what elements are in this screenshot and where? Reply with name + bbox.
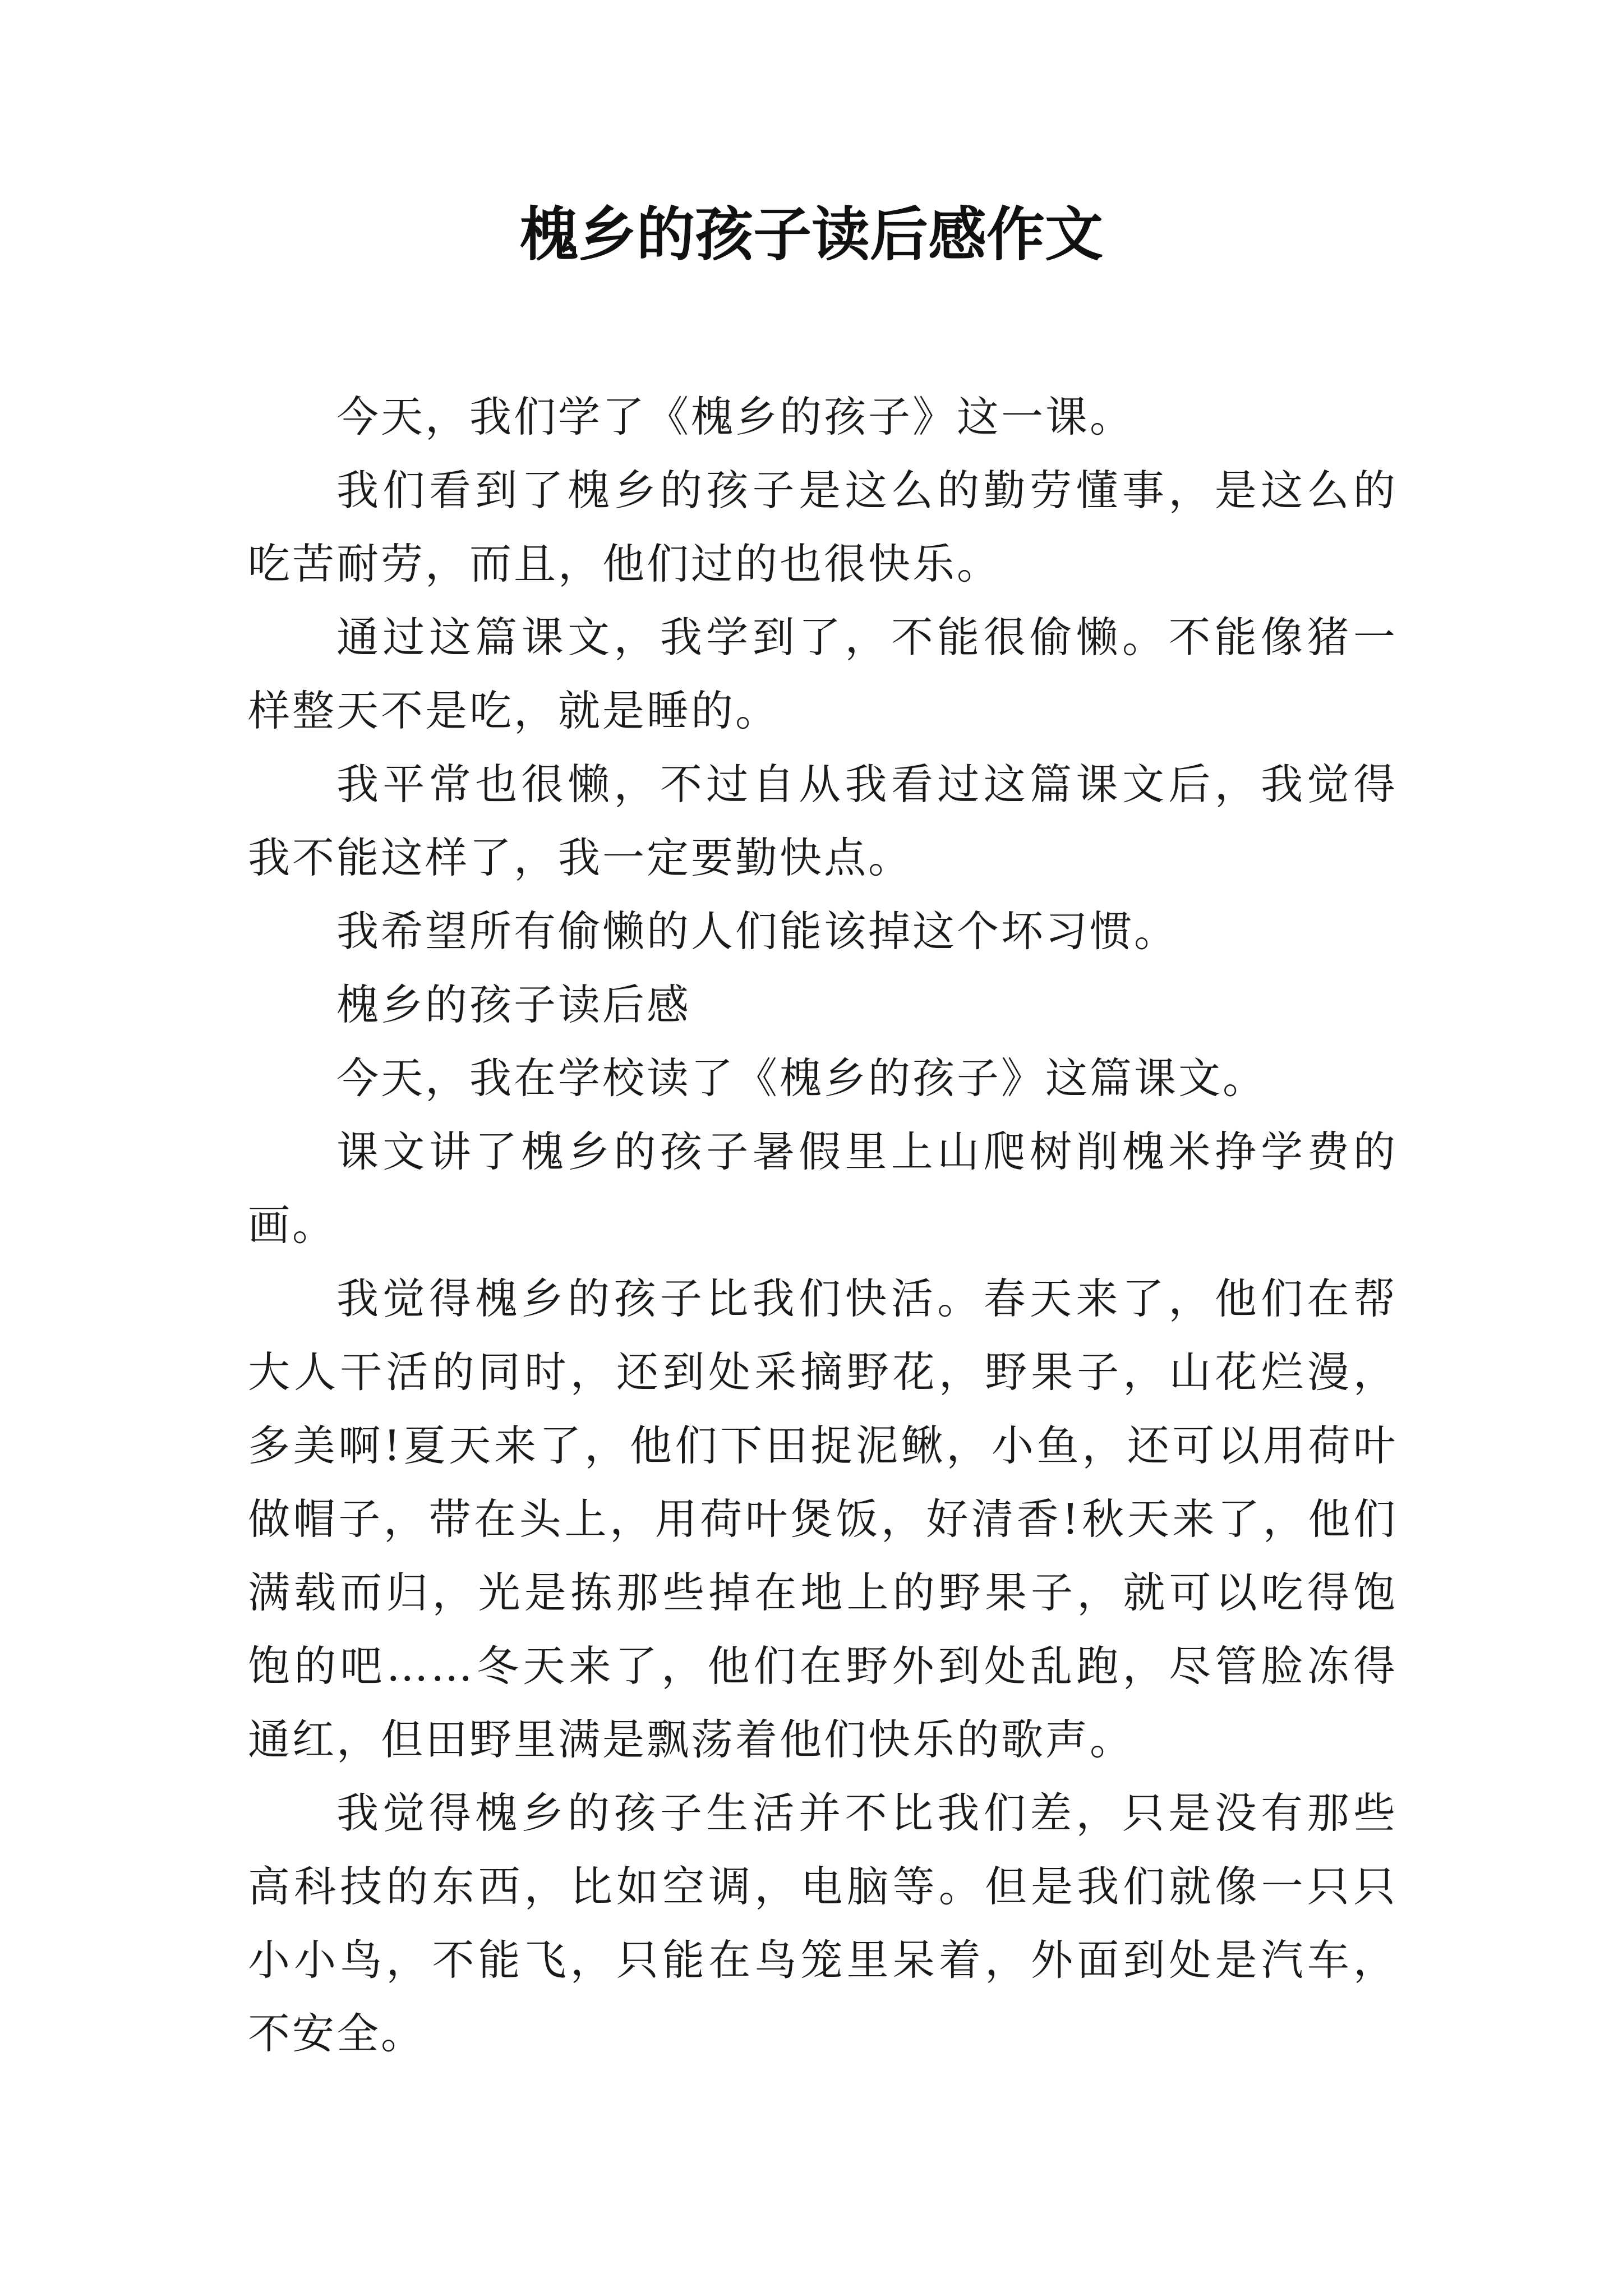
paragraph-1: 今天，我们学了《槐乡的孩子》这一课。 bbox=[336, 392, 1135, 441]
paragraph-9: 我觉得槐乡的孩子比我们快活。春天来了，他们在帮大人干活的同时，还到处采摘野花，野果子，山花烂漫，多美啊!夏天来了，他们下田捉泥鳅，小鱼，还可以用荷叶做帽子，带在头上，用荷叶煲饭，好清香!秋天来了，他们满载而归，光是拣那些掉在地上的野果子，就可以吃得饱饱的吧……冬天来了，他们在野外到处乱跑，尽管脸冻得通红，但田野里满是飘荡着他们快乐的歌声。 bbox=[248, 1274, 1398, 1764]
paragraph-5: 我希望所有偷懒的人们能该掉这个坏习惯。 bbox=[336, 907, 1179, 956]
paragraph-8: 课文讲了槐乡的孩子暑假里上山爬树削槐米挣学费的画。 bbox=[248, 1127, 1398, 1250]
paragraph-2: 我们看到了槐乡的孩子是这么的勤劳懂事，是这么的吃苦耐劳，而且，他们过的也很快乐。 bbox=[248, 466, 1398, 588]
document-body bbox=[248, 380, 1398, 2070]
paragraph-3: 通过这篇课文，我学到了，不能很偷懒。不能像猪一样整天不是吃，就是睡的。 bbox=[248, 613, 1398, 735]
section-heading: 槐乡的孩子读后感 bbox=[336, 980, 691, 1029]
paragraph-7: 今天，我在学校读了《槐乡的孩子》这篇课文。 bbox=[336, 1053, 1267, 1103]
paragraph-4: 我平常也很懒，不过自从我看过这篇课文后，我觉得我不能这样了，我一定要勤快点。 bbox=[248, 760, 1398, 882]
paragraph-10: 我觉得槐乡的孩子生活并不比我们差，只是没有那些高科技的东西，比如空调，电脑等。但是我们就像一只只小小鸟，不能飞，只能在鸟笼里呆着，外面到处是汽车，不安全。 bbox=[248, 1788, 1398, 2058]
document-title: 槐乡的孩子读后感作文 bbox=[519, 200, 1103, 269]
